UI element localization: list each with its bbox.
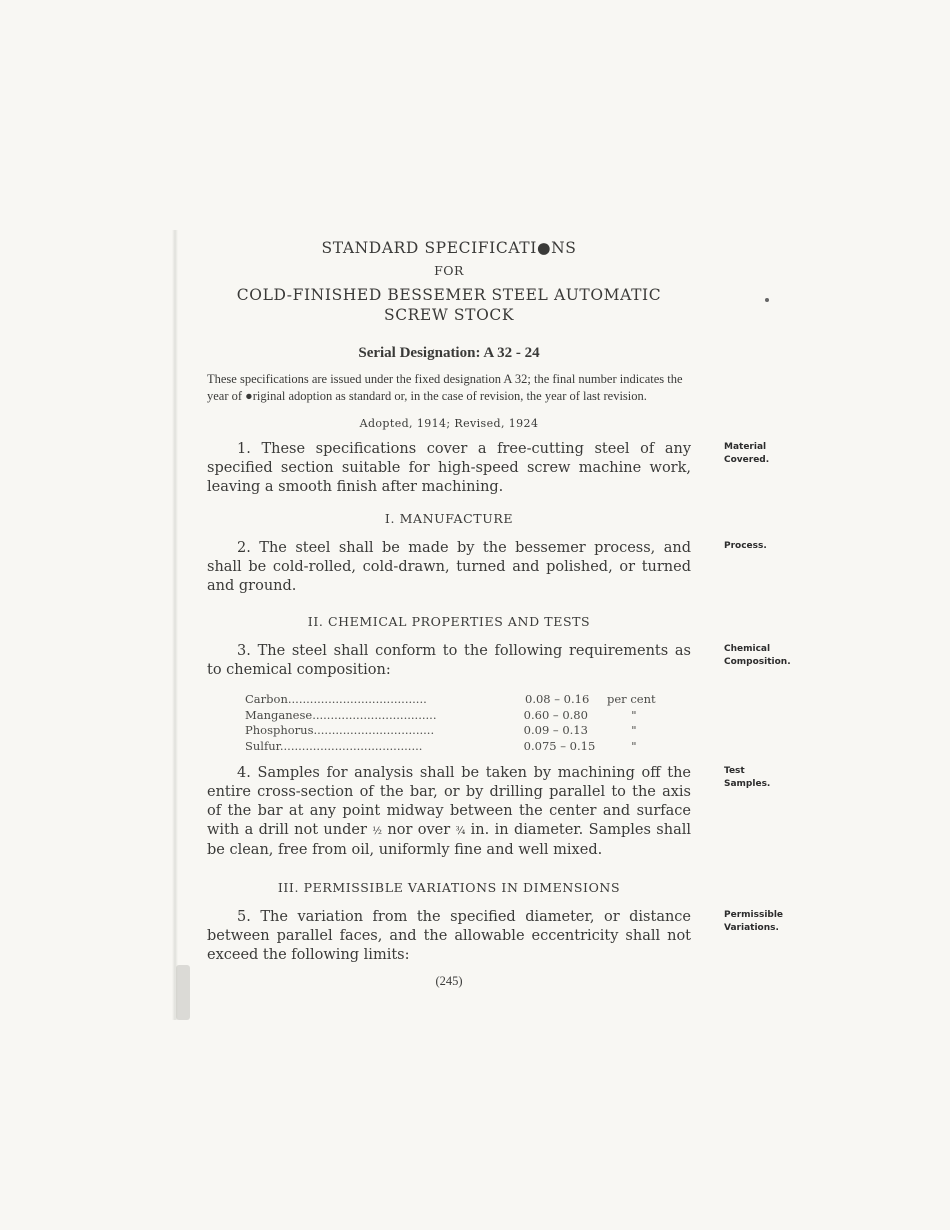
- leader-dots: .......................................: [279, 738, 423, 753]
- document-title: STANDARD SPECIFICATI●NS: [321, 239, 577, 257]
- element-unit: per cent: [607, 692, 656, 706]
- margin-label-process: [694, 540, 784, 553]
- for-label: FOR: [434, 263, 464, 278]
- element-name: Carbon: [245, 692, 288, 706]
- fraction-half: ½: [372, 826, 382, 837]
- composition-row-sulfur: [245, 739, 691, 755]
- leader-dots: .................................: [313, 723, 435, 737]
- element-unit: ": [631, 707, 637, 722]
- paragraph-text: in. in diameter. Samples shall be clean, free from oil, uniformly fine and well mixed.: [207, 822, 691, 858]
- margin-label-line: Composition.: [724, 657, 791, 667]
- element-unit: ": [631, 738, 637, 753]
- element-name: Manganese: [245, 707, 313, 722]
- document-subtitle-line1: COLD-FINISHED BESSEMER STEEL AUTOMATIC: [236, 286, 662, 304]
- adoption-dates: Adopted, 1914; Revised, 1924: [359, 417, 539, 430]
- margin-label-material-covered: [694, 441, 784, 467]
- scan-edge-shadow: [172, 230, 178, 1020]
- margin-label-permissible-variations: [694, 909, 784, 935]
- scan-mark: [176, 965, 190, 1020]
- element-name: Phosphorus: [245, 723, 314, 737]
- paragraph-text: The variation from the specified diameter, or distance between parallel faces, and the allowable eccentricity shall not exceed the following limits:: [207, 909, 692, 963]
- paragraph-text: nor over: [381, 822, 456, 838]
- paragraph-text: The steel shall be made by the bessemer process, and shall be cold-rolled, cold-drawn, turned and polished, or turned and ground.: [207, 540, 692, 594]
- section-heading-variations: III. PERMISSIBLE VARIATIONS IN DIMENSIONS: [277, 880, 621, 895]
- paragraph-number: 3.: [237, 643, 251, 659]
- margin-label-line: Chemical: [724, 644, 771, 654]
- composition-row-manganese: [245, 708, 691, 724]
- paragraph-text: The steel shall conform to the following requirements as to chemical composition:: [207, 643, 692, 678]
- leader-dots: ......................................: [287, 692, 427, 706]
- document-page: [207, 238, 791, 1002]
- paragraph-number: 5.: [237, 909, 251, 925]
- page-number: (245): [435, 974, 463, 988]
- composition-row-phosphorus: [245, 723, 691, 739]
- element-name: Sulfur: [245, 738, 280, 753]
- paragraph-number: 4.: [237, 765, 251, 781]
- element-range: 0.075 – 0.15: [523, 738, 596, 753]
- section-heading-manufacture: I. MANUFACTURE: [384, 511, 514, 526]
- composition-row-carbon: [245, 692, 691, 708]
- paragraph-2: [207, 539, 767, 596]
- margin-label-line: Covered.: [724, 455, 770, 465]
- paragraph-text: Samples for analysis shall be taken by machining off the entire cross-section of the bar, or by drilling parallel to the axis of the bar at any point midway between the center and surface with a drill not under: [207, 765, 691, 838]
- paragraph-text: These specifications cover a free-cutting steel of any specified section suitable for high-speed screw machine work, leaving a smooth finish after machining.: [207, 441, 692, 495]
- paragraph-3: [207, 642, 791, 680]
- margin-label-line: Samples.: [724, 779, 771, 789]
- serial-designation: Serial Designation: A 32 - 24: [358, 345, 540, 361]
- margin-label-line: Variations.: [724, 923, 779, 933]
- element-unit: ": [631, 723, 637, 737]
- paragraph-5: [207, 908, 784, 965]
- paragraph-4: [207, 764, 771, 860]
- paragraph-number: 1.: [237, 441, 251, 457]
- margin-label-chemical-composition: [694, 643, 791, 669]
- document-subtitle-line2: SCREW STOCK: [383, 306, 515, 324]
- margin-label-line: Process.: [724, 541, 767, 551]
- margin-label-test-samples: [694, 765, 784, 791]
- element-range: 0.08 – 0.16: [525, 692, 590, 706]
- margin-label-line: Material: [724, 442, 767, 452]
- scan-speck: [765, 298, 769, 302]
- paragraph-1: [207, 440, 770, 497]
- margin-label-line: Permissible: [724, 910, 784, 920]
- margin-label-line: Test: [724, 766, 745, 776]
- composition-table: [245, 692, 691, 754]
- leader-dots: ..................................: [312, 707, 437, 722]
- fraction-three-quarters: ¾: [455, 826, 466, 837]
- element-range: 0.09 – 0.13: [523, 723, 588, 737]
- element-range: 0.60 – 0.80: [523, 707, 588, 722]
- designation-note: These specifications are issued under the fixed designation A 32; the final number indicates the year of ●riginal adoption as standard or, in the case of revision, the year of last revision.: [207, 372, 683, 403]
- paragraph-number: 2.: [237, 540, 251, 556]
- section-heading-chemical: II. CHEMICAL PROPERTIES AND TESTS: [307, 614, 591, 629]
